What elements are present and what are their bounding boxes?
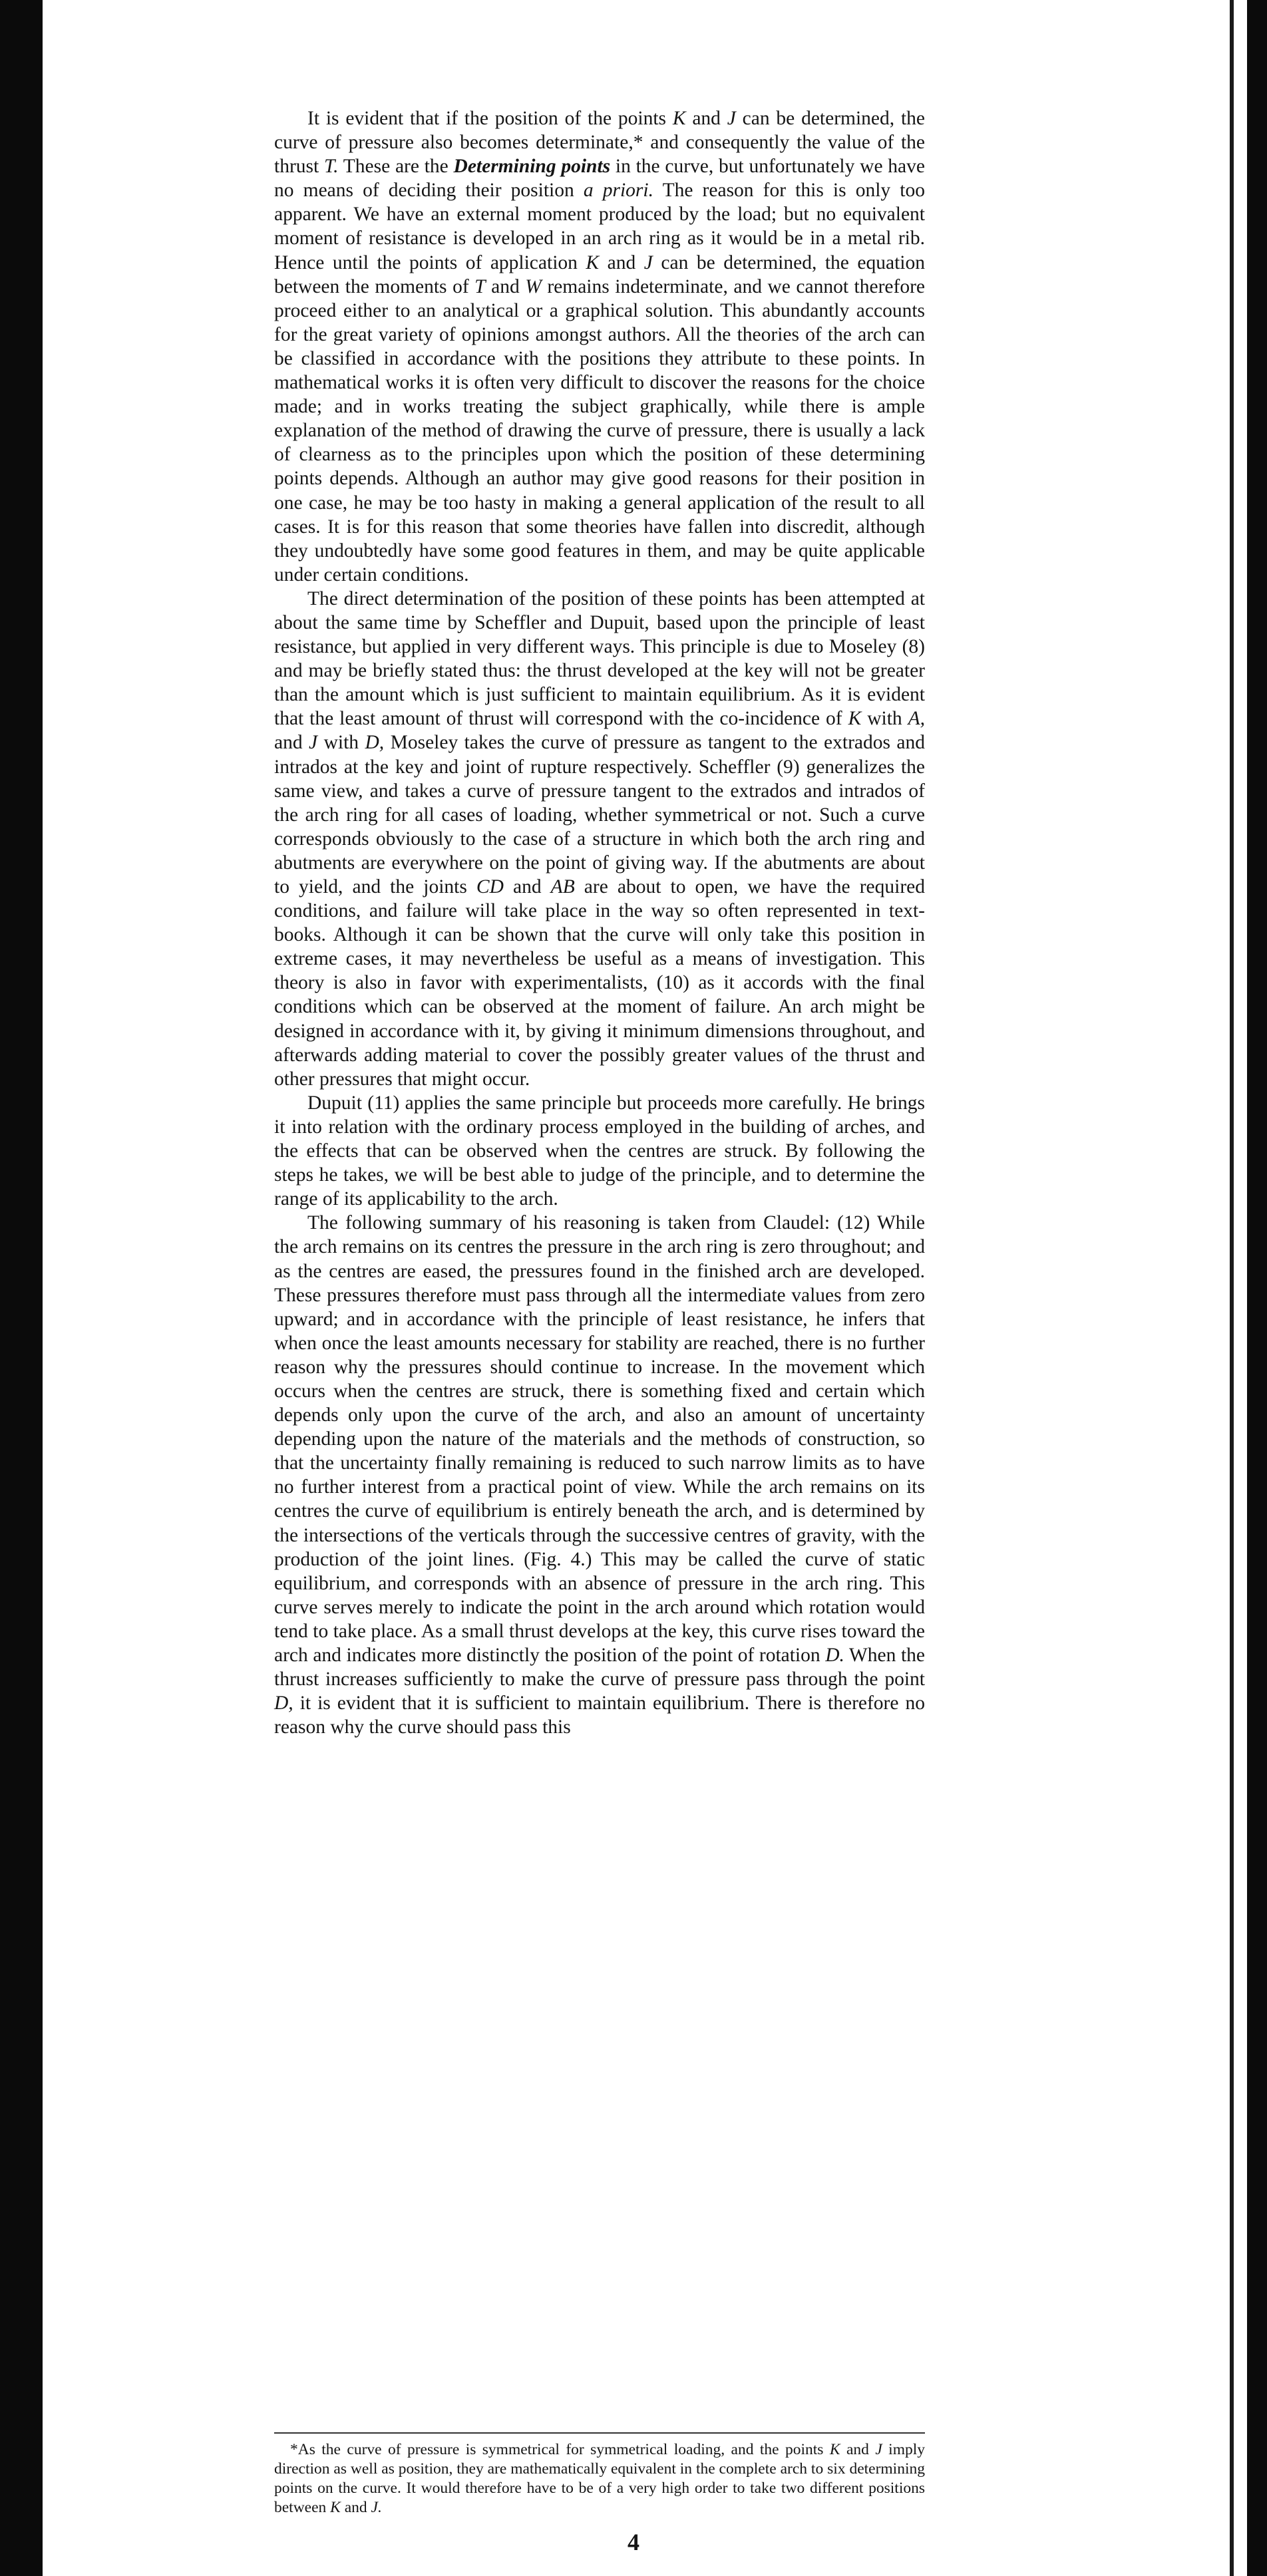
text-run: and [599,251,644,273]
page-body [274,106,925,1739]
italic-text-run: J [309,732,318,754]
paragraph [274,106,925,587]
text-run: Dupuit (11) applies the same principle but proceeds more carefully. He brings it into relation with the ordinary process employed in the building of arches, and the effects that can be observed when the centres are struck. By following the steps he takes, we will be best able to judge of the principle, and to determine the range of its applicability to the arch. [274,1092,925,1210]
text-run: with [861,708,908,730]
scan-border-left [0,0,43,2576]
text-run: *As the curve of pressure is symmetrical for symmetrical loading, and the points [290,2441,830,2458]
paragraph [274,1211,925,1739]
text-run: and [340,2499,371,2516]
text-run: These are the [338,156,454,178]
text-run: it is evident that it is sufficient to maintain equilibrium. There is therefore no reason why the curve should pass this [274,1692,925,1738]
footnote [274,2440,925,2517]
italic-text-run: J [875,2441,882,2458]
text-run: The following summary of his reasoning is taken from Claudel: (12) While the arch remains on its centres the pressure in the arch ring is zero throughout; and as the centres are eased, the pressures found in the finished arch are developed. These pressures therefore must pass through all the intermediate values from zero upward; and in accordance with the principle of least resistance, he infers that when once the least amounts necessary for stability are reached, there is no further reason why the pressures should continue to increase. In the movement which occurs when the centres are struck, there is something fixed and certain which depends only upon the curve of the arch, and also an amount of uncertainty depending upon the nature of the materials and the methods of construction, so that the uncertainty finally remaining is reduced to such narrow limits as to have no further interest from a practical point of view. While the arch remains on its centres the curve of equilibrium is entirely beneath the arch, and is determined by the intersections of the verticals through the successive centres of gravity, with the production of the joint lines. (Fig. 4.) This may be called the curve of static equilibrium, and corresponds with an absence of pressure in the arch ring. This curve serves merely to indicate the point in the arch around which rotation would tend to take place. As a small thrust develops at the key, this curve rises toward the arch and indicates more distinctly the position of the point of rotation [274,1212,925,1666]
italic-text-run: D, [365,732,385,754]
text-run: and [840,2441,876,2458]
scan-border-right [1247,0,1267,2576]
text-run: imply direction as well as position, they are mathematically equivalent in the complete arch to six determining points on the curve. It would therefore have to be of a very high order to take two different positions between [274,2441,925,2516]
italic-text-run: CD [476,876,504,897]
italic-text-run: D. [825,1645,844,1666]
italic-text-run: AB [550,876,575,897]
italic-text-run: J [643,251,653,273]
text-run: Moseley takes the curve of pressure as tangent to the extrados and intrados at the key and joint of rupture respectively. Scheffler (9) generalizes the same view, and takes a curve of pressure tangent to the extrados and intrados of the arch ring for all cases of loading, whether symmetrical or not. Such a curve corresponds obviously to the case of a structure in which both the arch ring and abutments are everywhere on the point of giving way. If the abutments are about to yield, and the joints [274,732,926,897]
italic-text-run: Determining points [453,156,611,178]
italic-text-run: K [829,2441,840,2458]
italic-text-run: K [586,251,600,273]
italic-text-run: J [727,108,736,129]
footnote-text [274,2440,925,2517]
italic-text-run: K [848,708,862,730]
text-run: and [685,108,727,129]
text-run: When the thrust increases sufficiently to make the curve of pressure pass through the point [274,1645,925,1690]
italic-text-run: K [672,108,686,129]
italic-text-run: T [474,275,486,297]
italic-text-run: T. [323,156,339,178]
italic-text-run: a priori. [583,180,653,202]
text-run: and [485,275,526,297]
paragraph [274,1091,925,1211]
paragraph [274,587,925,1091]
italic-text-run: J. [371,2499,382,2516]
page-number: 4 [628,2529,639,2555]
text-run: and [503,876,551,897]
italic-text-run: D, [274,1692,293,1714]
italic-text-run: W [525,275,542,297]
text-run: It is evident that if the position of the points [307,108,673,129]
scan-edge-line [1230,0,1234,2576]
text-run: can be determined, the curve of pressure also becomes determinate,* and consequently the value of the thrust [274,108,926,178]
text-run: in the curve, but unfortunately we have no means of deciding their position [274,156,925,202]
italic-text-run: K [330,2499,341,2516]
text-run: can be determined, the equation between the moments of [274,251,926,297]
text-run: The reason for this is only too apparent. We have an external moment produced by the load; but no equivalent moment of resistance is developed in an arch ring as it would be in a metal rib. Hence until the points of application [274,180,925,273]
text-run: and [274,732,309,754]
text-run: with [317,732,365,754]
italic-text-run: A, [908,708,925,730]
text-run: are about to open, we have the required conditions, and failure will take place in the way so often represented in text-books. Although it can be shown that the curve will only take this position in extreme cases, it may nevertheless be useful as a means of investigation. This theory is also in favor with experimentalists, (10) as it accords with the final conditions which can be observed at the moment of failure. An arch might be designed in accordance with it, by giving it minimum dimensions throughout, and afterwards adding material to cover the possibly greater values of the thrust and other pressures that might occur. [274,876,925,1090]
footnote-rule [274,2432,925,2434]
text-run: remains indeterminate, and we cannot therefore proceed either to an analytical or a graphical solution. This abundantly accounts for the great variety of opinions amongst authors. All the theories of the arch can be classified in accordance with the positions they attribute to these points. In mathematical works it is often very difficult to discover the reasons for the choice made; and in works treating the subject graphically, while there is ample explanation of the method of drawing the curve of pressure, there is usually a lack of clearness as to the principles upon which the position of these determining points depends. Although an author may give good reasons for their position in one case, he may be too hasty in making a general application of the result to all cases. It is for this reason that some theories have fallen into discredit, although they undoubtedly have some good features in them, and may be quite applicable under certain conditions. [274,275,925,585]
text-run: The direct determination of the position of these points has been attempted at about the same time by Scheffler and Dupuit, based upon the principle of least resistance, but applied in very different ways. This principle is due to Moseley (8) and may be briefly stated thus: the thrust developed at the key will not be greater than the amount which is just sufficient to maintain equilibrium. As it is evident that the least amount of thrust will correspond with the co-incidence of [274,587,925,730]
